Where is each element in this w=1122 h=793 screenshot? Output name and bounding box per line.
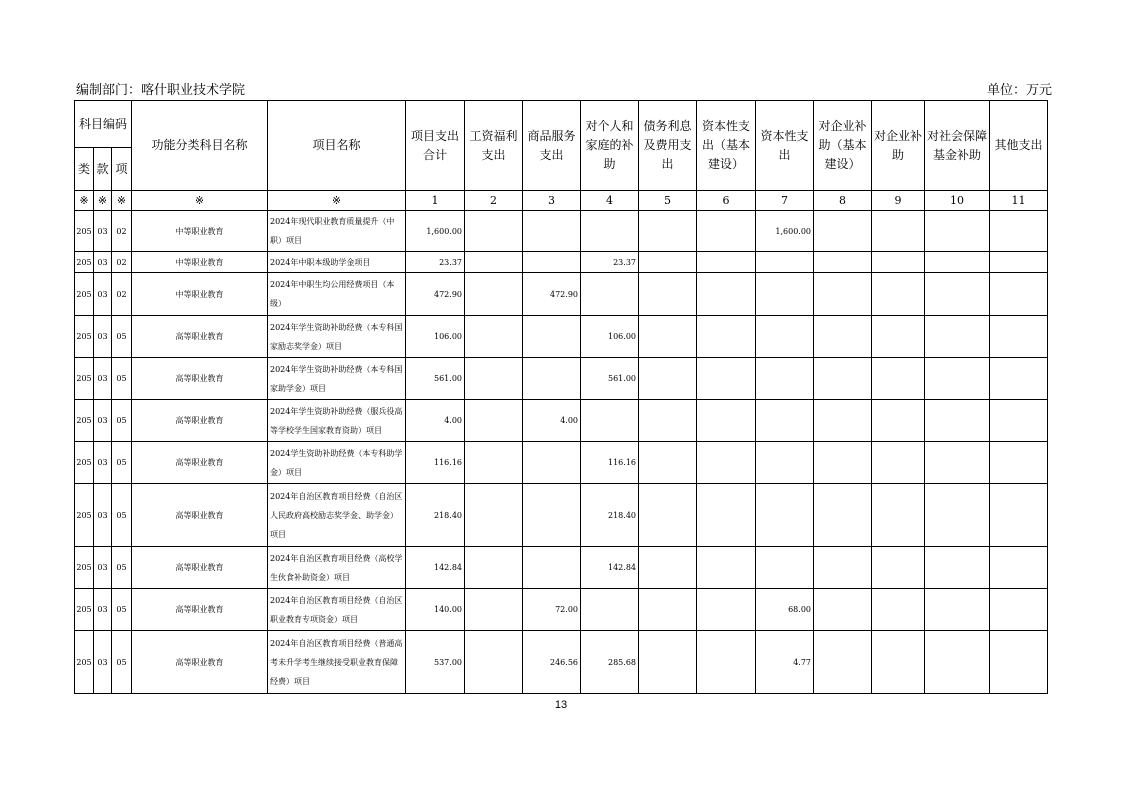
amount-cell — [465, 400, 523, 442]
table-row — [75, 252, 1048, 273]
amount-cell: 142.84 — [406, 547, 465, 589]
function-name: 高等职业教育 — [132, 589, 268, 631]
amount-cell — [639, 211, 697, 252]
amount-cell — [465, 252, 523, 273]
table-row — [75, 316, 1048, 358]
amount-cell — [925, 631, 990, 694]
amount-cell — [697, 589, 756, 631]
project-name: 2024年自治区教育项目经费（自治区职业教育专项资金）项目 — [268, 589, 406, 631]
amount-cell — [465, 484, 523, 547]
header-personal-subsidy: 对个人和家庭的补助 — [581, 101, 639, 191]
function-name: 高等职业教育 — [132, 316, 268, 358]
header-goods-services: 商品服务支出 — [523, 101, 581, 191]
function-name: 高等职业教育 — [132, 631, 268, 694]
unit-label: 单位：万元 — [986, 83, 1052, 98]
amount-cell: 142.84 — [581, 547, 639, 589]
amount-cell: 106.00 — [406, 316, 465, 358]
amount-cell — [990, 484, 1048, 547]
amount-cell — [639, 252, 697, 273]
project-name: 2024年自治区教育项目经费（普通高考未升学考生继续接受职业教育保障经费）项目 — [268, 631, 406, 694]
amount-cell — [639, 358, 697, 400]
amount-cell — [523, 211, 581, 252]
amount-cell — [872, 484, 925, 547]
mark-function: ※ — [132, 191, 268, 211]
amount-cell: 218.40 — [581, 484, 639, 547]
amount-cell — [925, 484, 990, 547]
amount-cell — [523, 316, 581, 358]
amount-cell — [990, 316, 1048, 358]
amount-cell: 4.00 — [523, 400, 581, 442]
amount-cell — [814, 589, 872, 631]
project-name: 2024年学生资助补助经费（本专科国家励志奖学金）项目 — [268, 316, 406, 358]
amount-cell: 561.00 — [406, 358, 465, 400]
amount-cell — [523, 484, 581, 547]
header-salary: 工资福利支出 — [465, 101, 523, 191]
amount-cell — [814, 358, 872, 400]
table-row — [75, 211, 1048, 252]
header-project-name: 项目名称 — [268, 101, 406, 191]
col-number: 3 — [523, 191, 581, 211]
amount-cell — [465, 211, 523, 252]
amount-cell: 472.90 — [523, 273, 581, 316]
amount-cell — [465, 273, 523, 316]
table-row — [75, 400, 1048, 442]
amount-cell: 4.77 — [756, 631, 814, 694]
amount-cell — [465, 547, 523, 589]
function-name: 高等职业教育 — [132, 400, 268, 442]
code-kuan: 03 — [94, 358, 112, 400]
amount-cell — [814, 316, 872, 358]
project-name: 2024年学生资助补助经费（服兵役高等学校学生国家教育资助）项目 — [268, 400, 406, 442]
table-row — [75, 547, 1048, 589]
code-xiang: 02 — [112, 211, 132, 252]
amount-cell — [990, 631, 1048, 694]
amount-cell — [814, 252, 872, 273]
mark-project: ※ — [268, 191, 406, 211]
amount-cell: 1,600.00 — [406, 211, 465, 252]
amount-cell — [756, 358, 814, 400]
col-number: 7 — [756, 191, 814, 211]
project-name: 2024年学生资助补助经费（本专科国家助学金）项目 — [268, 358, 406, 400]
amount-cell: 116.16 — [406, 442, 465, 484]
amount-cell — [872, 400, 925, 442]
project-name: 2024年中职生均公用经费项目（本级） — [268, 273, 406, 316]
code-kuan: 03 — [94, 631, 112, 694]
amount-cell — [814, 547, 872, 589]
amount-cell — [814, 400, 872, 442]
budget-table — [74, 100, 1048, 694]
function-name: 中等职业教育 — [132, 211, 268, 252]
code-kuan: 03 — [94, 547, 112, 589]
project-name: 2024年自治区教育项目经费（自治区人民政府高校励志奖学金、助学金）项目 — [268, 484, 406, 547]
code-kuan: 03 — [94, 484, 112, 547]
amount-cell — [872, 316, 925, 358]
amount-cell: 23.37 — [581, 252, 639, 273]
amount-cell — [465, 631, 523, 694]
amount-cell: 72.00 — [523, 589, 581, 631]
header-xiang: 项 — [112, 148, 132, 191]
code-kuan: 03 — [94, 589, 112, 631]
amount-cell — [872, 631, 925, 694]
table-row — [75, 442, 1048, 484]
amount-cell — [697, 442, 756, 484]
amount-cell: 561.00 — [581, 358, 639, 400]
amount-cell: 4.00 — [406, 400, 465, 442]
header-enterprise-construction: 对企业补助（基本建设） — [814, 101, 872, 191]
amount-cell — [523, 547, 581, 589]
mark-kuan: ※ — [94, 191, 112, 211]
amount-cell: 246.56 — [523, 631, 581, 694]
header-social-security: 对社会保障基金补助 — [925, 101, 990, 191]
header-capital: 资本性支出 — [756, 101, 814, 191]
amount-cell — [697, 400, 756, 442]
amount-cell: 285.68 — [581, 631, 639, 694]
amount-cell — [756, 484, 814, 547]
amount-cell — [925, 211, 990, 252]
amount-cell — [639, 316, 697, 358]
amount-cell — [872, 211, 925, 252]
col-number: 2 — [465, 191, 523, 211]
code-lei: 205 — [75, 316, 94, 358]
amount-cell — [990, 252, 1048, 273]
code-lei: 205 — [75, 589, 94, 631]
header-debt-interest: 债务利息及费用支出 — [639, 101, 697, 191]
code-kuan: 03 — [94, 442, 112, 484]
header-capital-construction: 资本性支出（基本建设） — [697, 101, 756, 191]
table-body — [75, 211, 1048, 694]
code-kuan: 03 — [94, 316, 112, 358]
amount-cell — [925, 358, 990, 400]
amount-cell — [639, 484, 697, 547]
table-row — [75, 484, 1048, 547]
amount-cell — [756, 547, 814, 589]
amount-cell — [814, 484, 872, 547]
header-total: 项目支出合计 — [406, 101, 465, 191]
amount-cell — [872, 273, 925, 316]
code-lei: 205 — [75, 442, 94, 484]
code-xiang: 05 — [112, 631, 132, 694]
amount-cell — [925, 400, 990, 442]
table-row — [75, 273, 1048, 316]
amount-cell — [697, 252, 756, 273]
amount-cell — [925, 589, 990, 631]
col-number: 5 — [639, 191, 697, 211]
col-number: 6 — [697, 191, 756, 211]
code-xiang: 02 — [112, 252, 132, 273]
code-lei: 205 — [75, 484, 94, 547]
table-row — [75, 631, 1048, 694]
col-number: 8 — [814, 191, 872, 211]
mark-xiang: ※ — [112, 191, 132, 211]
col-number: 4 — [581, 191, 639, 211]
department-label: 编制部门：喀什职业技术学院 — [76, 83, 246, 98]
code-lei: 205 — [75, 547, 94, 589]
amount-cell — [697, 547, 756, 589]
project-name: 2024年现代职业教育质量提升（中职）项目 — [268, 211, 406, 252]
amount-cell — [990, 442, 1048, 484]
code-xiang: 05 — [112, 547, 132, 589]
code-xiang: 05 — [112, 484, 132, 547]
amount-cell — [990, 589, 1048, 631]
amount-cell — [697, 316, 756, 358]
project-name: 2024年中职本级助学金项目 — [268, 252, 406, 273]
function-name: 中等职业教育 — [132, 273, 268, 316]
amount-cell — [925, 273, 990, 316]
amount-cell — [990, 400, 1048, 442]
code-lei: 205 — [75, 273, 94, 316]
mark-lei: ※ — [75, 191, 94, 211]
amount-cell — [872, 252, 925, 273]
project-name: 2024年自治区教育项目经费（高校学生伙食补助资金）项目 — [268, 547, 406, 589]
amount-cell — [990, 358, 1048, 400]
amount-cell: 537.00 — [406, 631, 465, 694]
code-lei: 205 — [75, 400, 94, 442]
code-kuan: 03 — [94, 211, 112, 252]
amount-cell — [639, 442, 697, 484]
table-row — [75, 358, 1048, 400]
code-lei: 205 — [75, 631, 94, 694]
amount-cell — [581, 273, 639, 316]
amount-cell: 1,600.00 — [756, 211, 814, 252]
amount-cell — [756, 273, 814, 316]
code-xiang: 05 — [112, 400, 132, 442]
amount-cell — [872, 358, 925, 400]
code-xiang: 05 — [112, 316, 132, 358]
amount-cell — [639, 273, 697, 316]
col-number: 11 — [990, 191, 1048, 211]
amount-cell — [697, 358, 756, 400]
function-name: 中等职业教育 — [132, 252, 268, 273]
amount-cell — [756, 442, 814, 484]
code-xiang: 05 — [112, 442, 132, 484]
amount-cell: 106.00 — [581, 316, 639, 358]
amount-cell — [697, 631, 756, 694]
function-name: 高等职业教育 — [132, 358, 268, 400]
col-number: 9 — [872, 191, 925, 211]
amount-cell — [465, 358, 523, 400]
amount-cell — [581, 400, 639, 442]
amount-cell — [756, 252, 814, 273]
amount-cell — [756, 316, 814, 358]
amount-cell — [465, 316, 523, 358]
amount-cell — [814, 211, 872, 252]
amount-cell — [465, 442, 523, 484]
header-other: 其他支出 — [990, 101, 1048, 191]
code-lei: 205 — [75, 358, 94, 400]
amount-cell — [990, 547, 1048, 589]
amount-cell: 68.00 — [756, 589, 814, 631]
code-xiang: 02 — [112, 273, 132, 316]
amount-cell — [925, 442, 990, 484]
amount-cell — [523, 252, 581, 273]
page-number: 13 — [554, 699, 568, 711]
amount-cell — [990, 211, 1048, 252]
function-name: 高等职业教育 — [132, 484, 268, 547]
code-xiang: 05 — [112, 358, 132, 400]
amount-cell — [639, 589, 697, 631]
amount-cell — [814, 442, 872, 484]
amount-cell — [523, 442, 581, 484]
amount-cell — [925, 547, 990, 589]
amount-cell: 218.40 — [406, 484, 465, 547]
amount-cell — [756, 400, 814, 442]
amount-cell — [465, 589, 523, 631]
amount-cell: 23.37 — [406, 252, 465, 273]
code-kuan: 03 — [94, 273, 112, 316]
code-lei: 205 — [75, 252, 94, 273]
amount-cell — [872, 547, 925, 589]
header-function-name: 功能分类科目名称 — [132, 101, 268, 191]
amount-cell — [639, 547, 697, 589]
amount-cell — [581, 211, 639, 252]
amount-cell — [814, 631, 872, 694]
amount-cell — [872, 442, 925, 484]
amount-cell — [639, 631, 697, 694]
amount-cell: 140.00 — [406, 589, 465, 631]
code-lei: 205 — [75, 211, 94, 252]
amount-cell — [990, 273, 1048, 316]
amount-cell — [523, 358, 581, 400]
header-enterprise: 对企业补助 — [872, 101, 925, 191]
col-number: 1 — [406, 191, 465, 211]
amount-cell — [697, 211, 756, 252]
col-number: 10 — [925, 191, 990, 211]
amount-cell — [581, 589, 639, 631]
amount-cell — [872, 589, 925, 631]
function-name: 高等职业教育 — [132, 442, 268, 484]
amount-cell — [697, 484, 756, 547]
code-kuan: 03 — [94, 400, 112, 442]
project-name: 2024学生资助补助经费（本专科助学金）项目 — [268, 442, 406, 484]
function-name: 高等职业教育 — [132, 547, 268, 589]
amount-cell — [697, 273, 756, 316]
amount-cell — [639, 400, 697, 442]
amount-cell — [925, 252, 990, 273]
header-subject-code: 科目编码 — [75, 101, 132, 148]
code-xiang: 05 — [112, 589, 132, 631]
amount-cell: 472.90 — [406, 273, 465, 316]
header-lei: 类 — [75, 148, 94, 191]
amount-cell — [814, 273, 872, 316]
amount-cell — [925, 316, 990, 358]
code-kuan: 03 — [94, 252, 112, 273]
table-row — [75, 589, 1048, 631]
header-kuan: 款 — [94, 148, 112, 191]
amount-cell: 116.16 — [581, 442, 639, 484]
